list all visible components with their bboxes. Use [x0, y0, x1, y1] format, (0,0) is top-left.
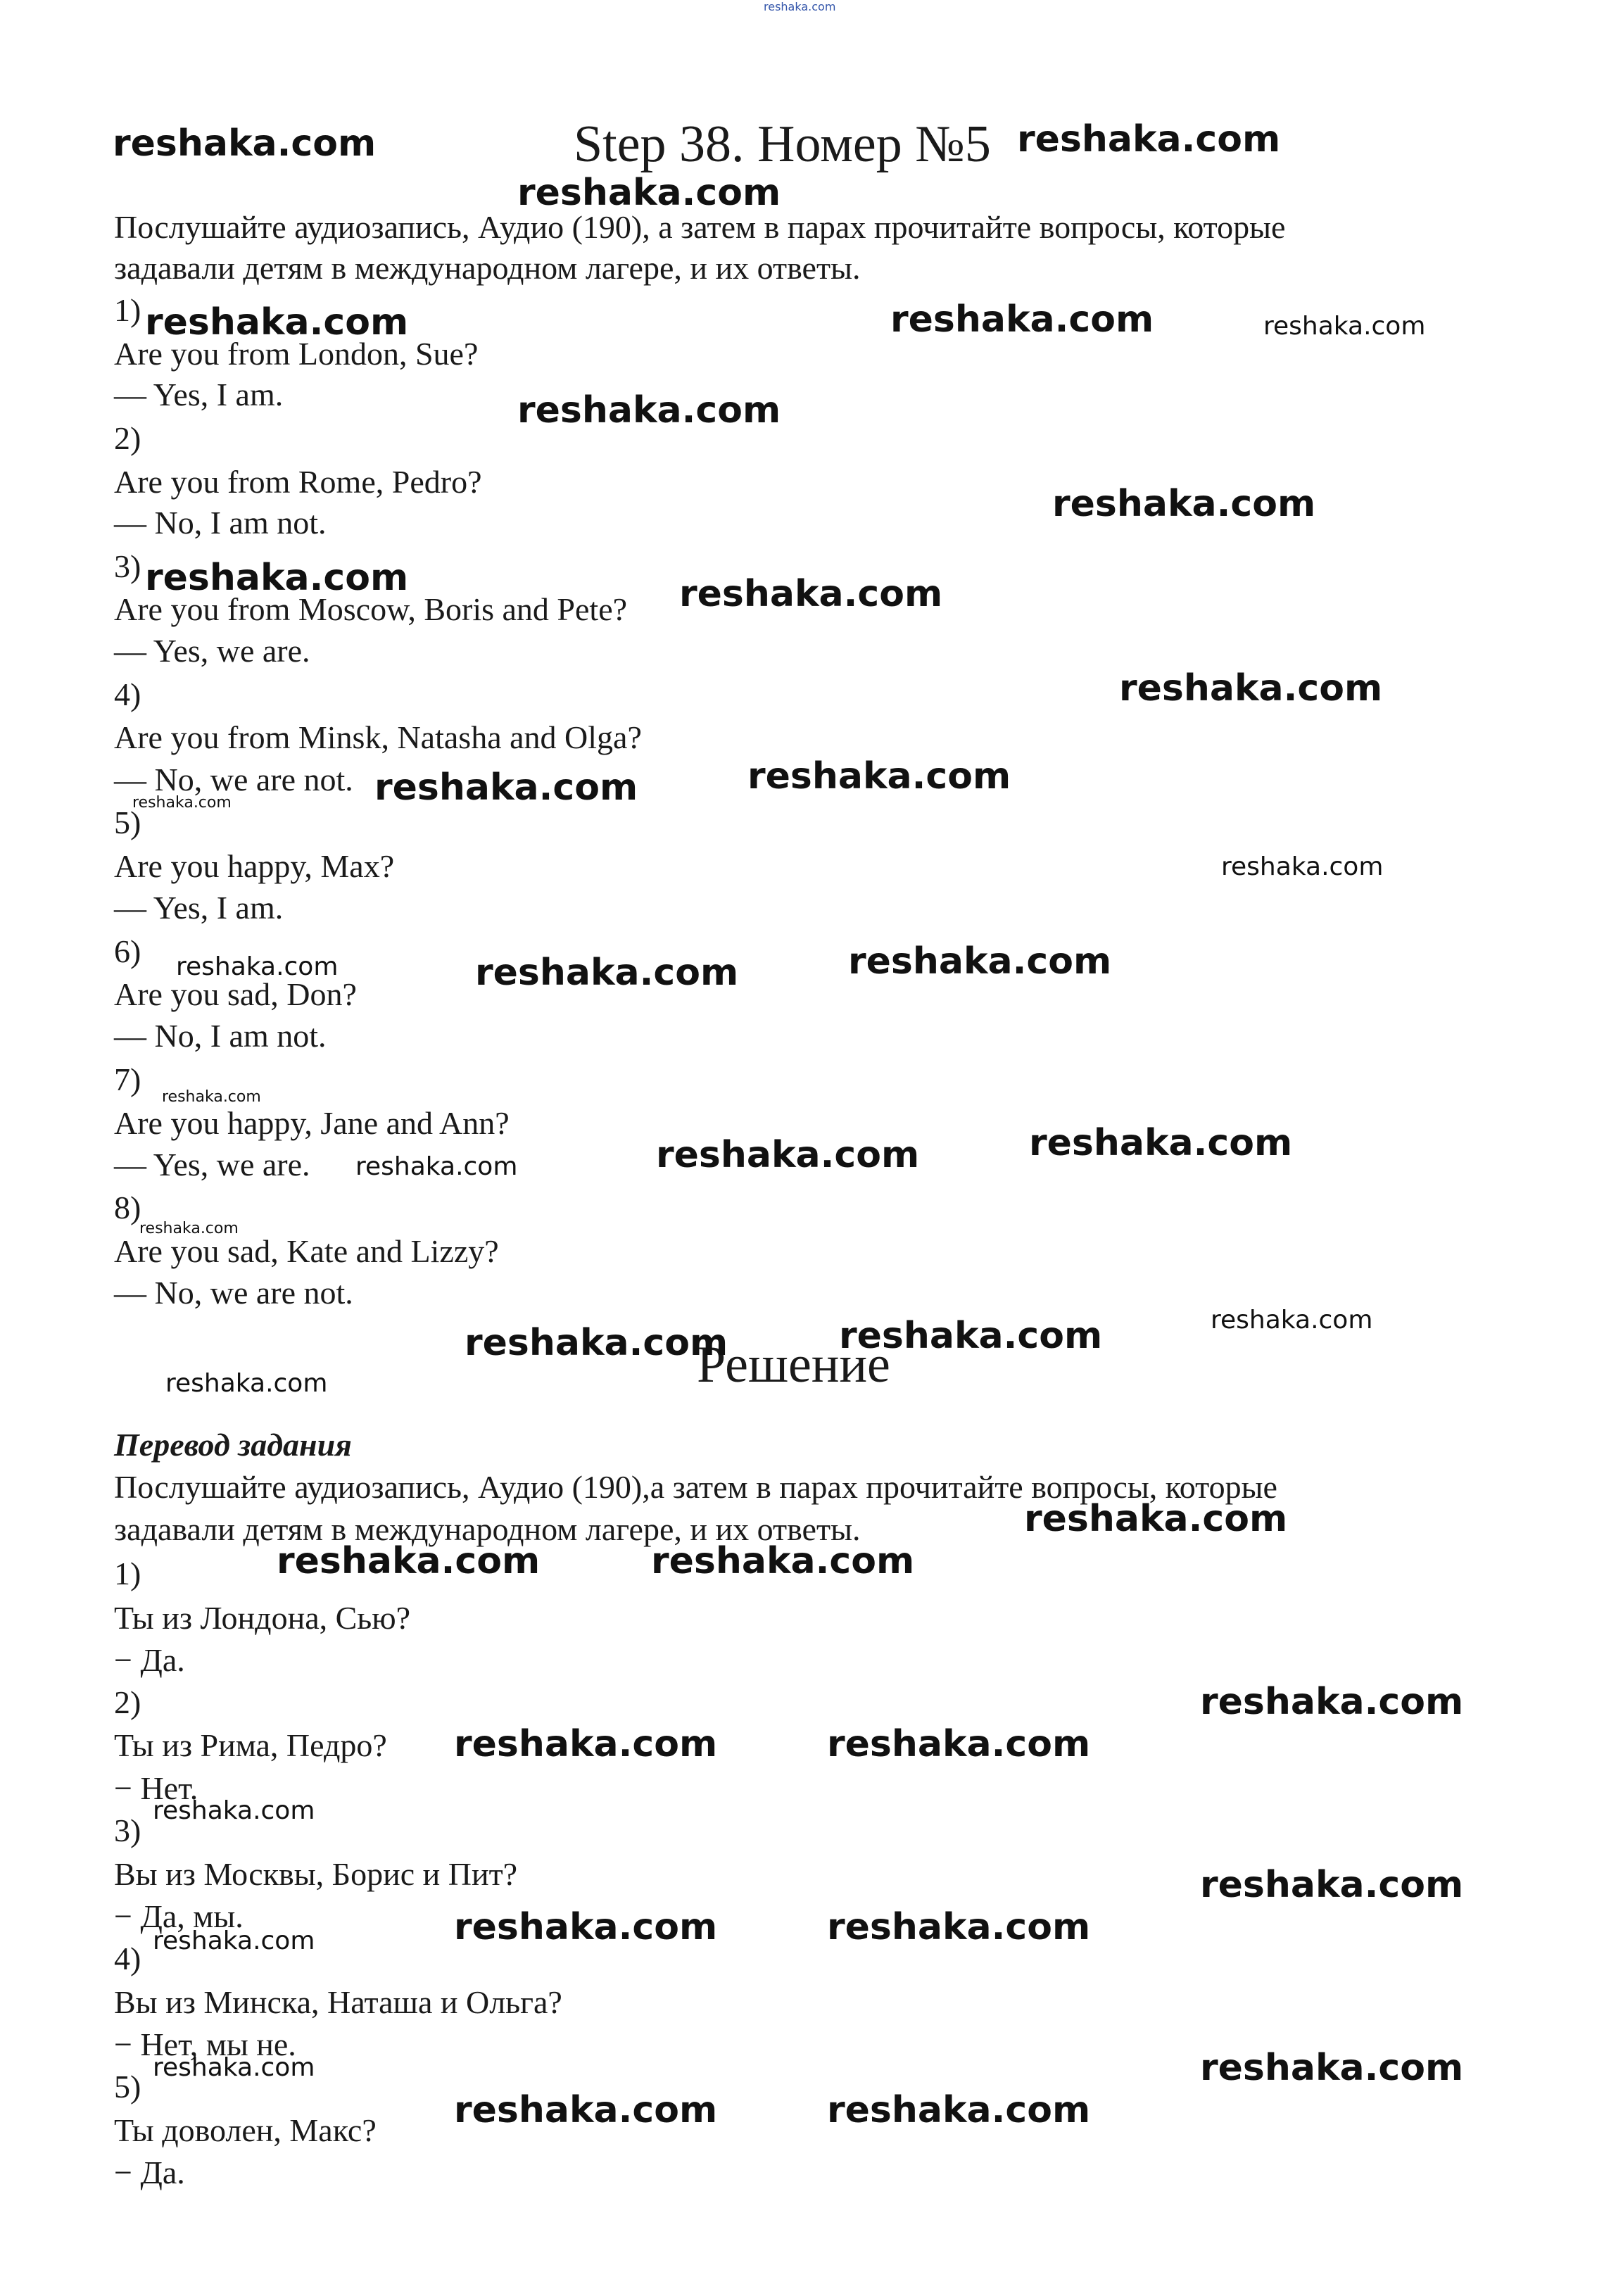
watermark-text: reshaka.com [1200, 1681, 1464, 1723]
ru-item-question: Вы из Москвы, Борис и Пит? [114, 1856, 518, 1892]
item-number: 1) [114, 292, 141, 328]
item-answer: — Yes, I am. [114, 377, 284, 412]
ru-item-question: Ты из Лондона, Сью? [114, 1600, 411, 1636]
ru-item-question: Ты из Рима, Педро? [114, 1727, 387, 1763]
watermark-text: reshaka.com [827, 1906, 1091, 1948]
solution-heading: Решение [697, 1336, 890, 1394]
ru-item-number: 2) [114, 1684, 141, 1720]
page-title: Step 38. Номер №5 [574, 115, 991, 173]
watermark-text: reshaka.com [656, 1134, 920, 1176]
watermark-text: reshaka.com [747, 755, 1011, 797]
item-question: Are you sad, Kate and Lizzy? [114, 1233, 499, 1269]
ru-item-number: 4) [114, 1941, 141, 1976]
watermark-text: reshaka.com [679, 573, 943, 615]
watermark-text: reshaka.com [1024, 1498, 1288, 1540]
watermark-text: reshaka.com [651, 1540, 915, 1582]
watermark-text: reshaka.com [517, 172, 781, 214]
watermark-text: reshaka.com [454, 1723, 718, 1765]
watermark-text: reshaka.com [165, 1369, 328, 1398]
translation-text-line-1: Послушайте аудиозапись, Аудио (190),а затем в парах прочитайте вопросы, которые [114, 1469, 1277, 1505]
task-text-line-2: задавали детям в международном лагере, и их ответы. [114, 250, 861, 286]
watermark-text: reshaka.com [827, 2089, 1091, 2131]
watermark-text: reshaka.com [1119, 667, 1383, 709]
ru-item-answer: − Нет, мы не. [114, 2026, 296, 2062]
item-question: Are you happy, Max? [114, 848, 395, 884]
watermark-text: reshaka.com [162, 1088, 261, 1106]
watermark-text: reshaka.com [454, 2089, 718, 2131]
ru-item-question: Ты доволен, Макс? [114, 2112, 377, 2148]
translation-heading: Перевод задания [114, 1427, 352, 1463]
item-answer: — No, I am not. [114, 505, 327, 541]
watermark-text: reshaka.com [848, 940, 1112, 983]
watermark-text: reshaka.com [1211, 1306, 1373, 1335]
item-answer: — Yes, we are. [114, 1147, 310, 1182]
watermark-text: reshaka.com [1052, 483, 1316, 525]
item-answer: — No, we are not. [114, 1275, 353, 1311]
item-question: Are you from Minsk, Natasha and Olga? [114, 719, 642, 755]
item-number: 8) [114, 1190, 141, 1225]
watermark-text: reshaka.com [1200, 1864, 1464, 1906]
ru-item-number: 1) [114, 1556, 141, 1591]
watermark-text: reshaka.com [465, 1322, 728, 1364]
item-question: Are you from Moscow, Boris and Pete? [114, 591, 628, 627]
watermark-text: reshaka.com [145, 301, 409, 343]
watermark-text: reshaka.com [113, 122, 377, 165]
item-question: Are you sad, Don? [114, 976, 357, 1012]
watermark-text: reshaka.com [145, 557, 409, 599]
watermark-text: reshaka.com [374, 767, 638, 809]
item-question: Are you from Rome, Pedro? [114, 464, 482, 500]
watermark-text: reshaka.com [475, 952, 739, 994]
watermark-text: reshaka.com [1263, 312, 1426, 341]
item-number: 6) [114, 933, 141, 969]
ru-item-answer: − Да. [114, 2155, 185, 2190]
item-number: 5) [114, 805, 141, 840]
watermark-text: reshaka.com [454, 1906, 718, 1948]
ru-item-answer: − Да. [114, 1642, 185, 1678]
item-number: 4) [114, 676, 141, 712]
item-number: 3) [114, 548, 141, 584]
item-question: Are you from London, Sue? [114, 336, 479, 372]
watermark-text: reshaka.com [1029, 1122, 1293, 1164]
watermark-text: reshaka.com [153, 1926, 315, 1955]
watermark-text: reshaka.com [139, 1220, 239, 1237]
watermark-text: reshaka.com [517, 389, 781, 431]
watermark-text: reshaka.com [839, 1315, 1103, 1357]
watermark-text: reshaka.com [1221, 852, 1384, 881]
ru-item-number: 5) [114, 2069, 141, 2105]
ru-item-answer: − Да, мы. [114, 1898, 244, 1934]
watermark-text: reshaka.com [1200, 2047, 1464, 2089]
item-number: 2) [114, 420, 141, 456]
ru-item-question: Вы из Минска, Наташа и Ольга? [114, 1984, 562, 2020]
ru-item-number: 3) [114, 1812, 141, 1848]
item-answer: — No, I am not. [114, 1018, 327, 1054]
watermark-text: reshaka.com [355, 1152, 518, 1181]
watermark-text: reshaka.com [132, 794, 232, 812]
watermark-text: reshaka.com [176, 952, 339, 981]
translation-text-line-2: задавали детям в международном лагере, и их ответы. [114, 1511, 861, 1547]
item-number: 7) [114, 1061, 141, 1097]
item-answer: — Yes, we are. [114, 633, 310, 669]
watermark-text: reshaka.com [277, 1540, 541, 1582]
watermark-text: reshaka.com [153, 2053, 315, 2082]
watermark-text: reshaka.com [153, 1796, 315, 1825]
watermark-text: reshaka.com [827, 1723, 1091, 1765]
item-question: Are you happy, Jane and Ann? [114, 1105, 510, 1141]
item-answer: — No, we are not. [114, 762, 353, 797]
watermark-text: reshaka.com [890, 298, 1154, 341]
watermark-text: reshaka.com [764, 0, 836, 13]
item-answer: — Yes, I am. [114, 890, 284, 926]
ru-item-answer: − Нет. [114, 1770, 198, 1806]
task-text-line-1: Послушайте аудиозапись, Аудио (190), а затем в парах прочитайте вопросы, которые [114, 209, 1286, 245]
watermark-text: reshaka.com [1017, 118, 1281, 160]
